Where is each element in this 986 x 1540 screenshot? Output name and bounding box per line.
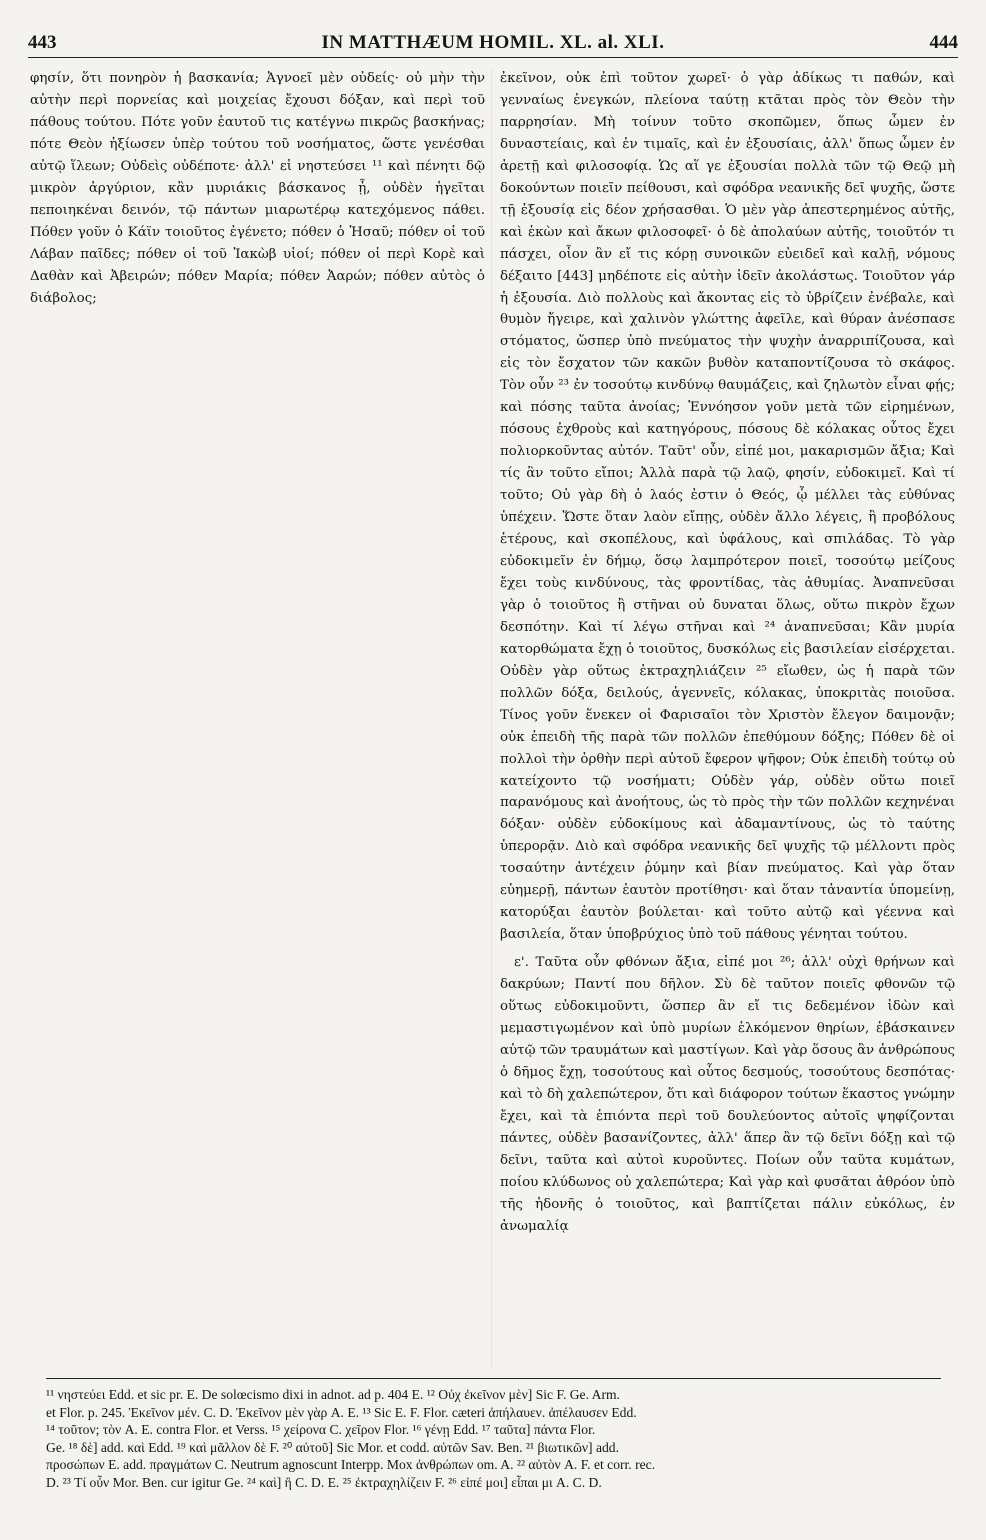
text-column-right: [500, 68, 955, 1238]
text-column-left: [30, 68, 485, 309]
footnote-line: D. ²³ Τί οὖν Mor. Ben. cur igitur Ge. ²⁴ καὶ] ἢ C. D. E. ²⁵ ἐκτραχηλίζειν F. ²⁶ εἰπέ μοι] εἶπαι μι A. C. D.: [46, 1474, 602, 1490]
footnote-rule: [46, 1378, 941, 1379]
paragraph: φησίν, ὅτι πονηρὸν ἡ βασκανία; Ἀγνοεῖ μὲν οὐδείς· οὐ μὴν τὴν αὐτὴν περὶ πορνείας καὶ μοιχείας ἔχουσι δόξαν, καὶ περὶ τοῦ πάθους τούτου. Πότε γοῦν ἑαυτοῦ τις κατέγνω πικρῶς βασκήνας; πότε Θεὸν ἠξίωσεν ὑπὲρ τούτου τοῦ νοσήματος, ὥστε γενέσθαι αὐτῷ ἵλεων; Οὐδεὶς οὐδέποτε· ἀλλ' εἰ νηστεύσει ¹¹ καὶ πένητι δῷ μικρὸν ἀργύριον, κἂν μυριάκις βάσκανος ᾖ, οὐδὲν ἡγεῖται πεποιηκέναι δεινόν, τῷ πάντων μιαρωτέρῳ κατεχόμενος πάθει. Πόθεν γοῦν ὁ Κάϊν τοιοῦτος ἐγένετο; πόθεν ὁ Ἡσαῦ; πόθεν οἱ τοῦ Λάβαν παῖδες; πόθεν οἱ τοῦ Ἰακὼβ υἱοί; πόθεν οἱ περὶ Κορὲ καὶ Δαθὰν καὶ Ἀβειρών; πόθεν Μαρία; πόθεν Ἀαρών; πόθεν αὐτὸς ὁ διάβολος;: [30, 71, 485, 306]
footnote-line: ¹¹ νηστεύει Edd. et sic pr. E. De solœcismo dixi in adnot. ad p. 404 E. ¹² Οὐχ ἐκεῖνον μὲν] Sic F. Ge. Arm.: [46, 1387, 620, 1402]
page-number-right: 444: [929, 32, 958, 53]
footnote-line: προσώπων E. add. πραγμάτων C. Neutrum agnoscunt Interpp. Mox ἀνθρώπων om. A. ²² αὐτὸν A. F. et corr. rec.: [46, 1457, 656, 1473]
paragraph: ἐκεῖνον, οὐκ ἐπὶ τοῦτον χωρεῖ· ὁ γὰρ ἀδίκως τι παθών, καὶ γενναίως ἐνεγκών, πλείονα ταύτῃ κτᾶται πρὸς τὸν Θεὸν τὴν παρρησίαν. Μὴ τοίνυν τοῦτο σκοπῶμεν, ὅπως ὦμεν ἐν δυναστείαις, καὶ ἐν τιμαῖς, καὶ ἐν ἐξουσίαις, ἀλλ' ὅπως ὦμεν ἐν ἀρετῇ καὶ φιλοσοφίᾳ. Ὡς αἵ γε ἐξουσίαι πολλὰ τῶν τῷ Θεῷ μὴ δοκούντων ποιεῖν πείθουσι, καὶ σφόδρα νεανικῆς δεῖ ψυχῆς, ὥστε τῇ ἐξουσίᾳ εἰς δέον χρήσασθαι. Ὁ μὲν γὰρ ἀπεστερημένος αὐτῆς, καὶ ἑκὼν καὶ ἄκων φιλοσοφεῖ· ὁ δὲ ἀπολαύων αὐτῆς, τοιοῦτόν τι πάσχει, οἷον ἂν εἴ τις κόρῃ συνοικῶν εὐειδεῖ καὶ καλῇ, νόμους δέξαιτο [443] μηδέποτε εἰς αὐτὴν ἰδεῖν ἀκολάστως. Τοιοῦτον γάρ ἡ ἐξουσία. Διὸ πολλοὺς καὶ ἄκοντας εἰς τὸ ὑβρίζειν ἐνέβαλε, καὶ θυμὸν ἤγειρε, καὶ χαλινὸν γλώττης ἀφεῖλε, καὶ θύραν ἀνέσπασε στόματος, ὥσπερ ὑπὸ πνεύματος τὴν ψυχὴν ἀναρριπίζουσα, καὶ εἰς τὸν ἔσχατον τῶν κακῶν βυθὸν καταποντίζουσα τὸ σκάφος. Τὸν οὖν ²³ ἐν τοσούτῳ κινδύνῳ θαυμάζεις, καὶ ζηλωτὸν εἶναι φῄς; καὶ πόσης ταῦτα ἀνοίας; Ἐννόησον γοῦν μετὰ τῶν εἰρημένων, πόσους ἐχθροὺς καὶ κατηγόρους, πόσους δὲ κόλακας οὗτος ἔχει πολιορκοῦντας αὐτόν. Ταῦτ' οὖν, εἰπέ μοι, μακαρισμῶν ἄξια; Καὶ τίς ἂν τοῦτο εἴποι; Ἀλλὰ παρὰ τῷ λαῷ, φησίν, εὐδοκιμεῖ. Καὶ τί τοῦτο; Οὐ γὰρ δὴ ὁ λαός ἐστιν ὁ Θεός, ᾧ μέλλει τὰς εὐθύνας ὑπέχειν. Ὥστε ὅταν λαὸν εἴπῃς, οὐδὲν ἄλλο λέγεις, ἢ προβόλους ἑτέρους, καὶ σκοπέλους, καὶ ὑφάλους, καὶ σπιλάδας. Τὸ γὰρ εὐδοκιμεῖν ἐν δήμῳ, ὅσῳ λαμπρότερον ποιεῖ, τοσούτῳ μείζους ἔχει τοὺς κινδύνους, τὰς φροντίδας, τὰς ἀθυμίας. Ἀναπνεῦσαι γὰρ ὁ τοιοῦτος ἢ στῆναι οὐ δυναται ὅλως, οὕτω πικρὸν ἔχων δεσπότην. Καὶ τί λέγω στῆναι καὶ ²⁴ ἀναπνεῦσαι; Κἂν μυρία κατορθώματα ἔχῃ ὁ τοιοῦτος, δυσκόλως εἰς βασιλείαν εἰσέρχεται. Οὐδὲν γὰρ οὕτως ἐκτραχηλιάζειν ²⁵ εἴωθεν, ὡς ἡ παρὰ τῶν πολλῶν δόξα, δειλούς, ἀγεννεῖς, κόλακας, ὑποκριτὰς ποιοῦσα. Τίνος γοῦν ἕνεκεν οἱ Φαρισαῖοι τὸν Χριστὸν ἔλεγον δαιμονᾷν; οὐκ ἐπειδὴ τῆς παρὰ τῶν πολλῶν ἐπεθύμουν δόξης; Πόθεν δὲ οἱ πολλοὶ τὴν ὀρθὴν περὶ αὐτοῦ ἔφερον ψῆφον; Οὐκ ἐπειδὴ τούτῳ οὐ κατείχοντο τῷ νοσήματι; Οὐδὲν γάρ, οὐδὲν οὕτω ποιεῖ παρανόμους καὶ ἀνοήτους, ὡς τὸ πρὸς τὴν τῶν πολλῶν κεχηνέναι δόξαν· οὐδὲν εὐδοκίμους καὶ ἀδαμαντίνους, ὡς τὸ ταύτης ὑπερορᾷν. Διὸ καὶ σφόδρα νεανικῆς δεῖ ψυχῆς τῷ μέλλοντι πρὸς τοσαύτην ἀντέχειν ῥύμην καὶ βίαν πνεύματος. Καὶ γὰρ ὅταν εὐημερῇ, πάντων ἑαυτὸν προτίθησι· καὶ ὅταν τἀναντία ὑπομείνῃ, κατορύξαι ἑαυτὸν βούλεται· καὶ τοῦτο αὐτῷ καὶ γέεννα καὶ βασιλεία, ὅταν ὑποβρύχιος ὑπὸ τοῦ πάθους γένηται τούτου.: [500, 71, 955, 943]
page-number-left: 443: [28, 32, 57, 53]
header-rule: [28, 57, 958, 58]
running-header: [28, 28, 958, 54]
footnote-line: Ge. ¹⁸ δὲ] add. καὶ Edd. ¹⁹ καὶ μᾶλλον δὲ F. ²⁰ αὐτοῦ] Sic Mor. et codd. αὐτῶν Sav. Ben. ²¹ βιωτικῶν] add.: [46, 1439, 620, 1455]
footnotes: [46, 1386, 941, 1492]
running-title: IN MATTHÆUM HOMIL. XL. al. XLI.: [321, 32, 665, 53]
column-separator: [491, 68, 492, 1370]
paragraph: ε'. Ταῦτα οὖν φθόνων ἄξια, εἰπέ μοι ²⁶; ἀλλ' οὐχὶ θρήνων καὶ δακρύων; Παντί που δῆλον. Σὺ δὲ ταῦτον ποιεῖς φθονῶν τῷ οὕτως εὐδοκιμοῦντι, ὥσπερ ἂν εἴ τις δεδεμένον ἰδὼν καὶ μεμαστιγωμένον καὶ ὑπὸ μυρίων ἑλκόμενον θηρίων, ἐβάσκαινεν αὐτῷ τῶν τραυμάτων καὶ μαστίγων. Καὶ γὰρ ὅσους ἂν ἀνθρώπους ὁ δῆμος ἔχῃ, τοσούτους καὶ οὗτος δεσμούς, τοσούτους δεσπότας· καὶ τὸ δὴ χαλεπώτερον, ὅτι καὶ διάφορον τούτων ἕκαστος γνώμην ἔχει, καὶ τὰ ἐπιόντα περὶ τοῦ δουλεύοντος αὐτοῖς ψηφίζονται πάντες, οὐδὲν βασανίζοντες, ἀλλ' ἅπερ ἂν τῷ δεῖνι δόξῃ καὶ τῷ δεῖνι, ταῦτα καὶ αὐτοὶ κυροῦντες. Ποίων οὖν ταῦτα κυμάτων, ποίου κλύδωνος οὐ χαλεπώτερα; Καὶ γὰρ καὶ φυσᾶται ἀθρόον ὑπὸ τῆς ἡδονῆς ὁ τοιοῦτος, καὶ βαπτίζεται πάλιν εὐκόλως, ἐν ἀνωμαλίᾳ: [500, 955, 955, 1234]
footnote-line: et Flor. p. 245. Ἐκεῖνον μέν. C. D. Ἐκεῖνον μὲν γὰρ A. E. ¹³ Sic E. F. Flor. cæteri ἀπήλαυεν. ἀπέλαυσεν Edd.: [46, 1404, 637, 1420]
footnote-line: ¹⁴ τοῦτον; τὸν A. E. contra Flor. et Verss. ¹⁵ χείρονα C. χεῖρον Flor. ¹⁶ γένῃ Edd. ¹⁷ ταῦτα] πάντα Flor.: [46, 1422, 596, 1438]
